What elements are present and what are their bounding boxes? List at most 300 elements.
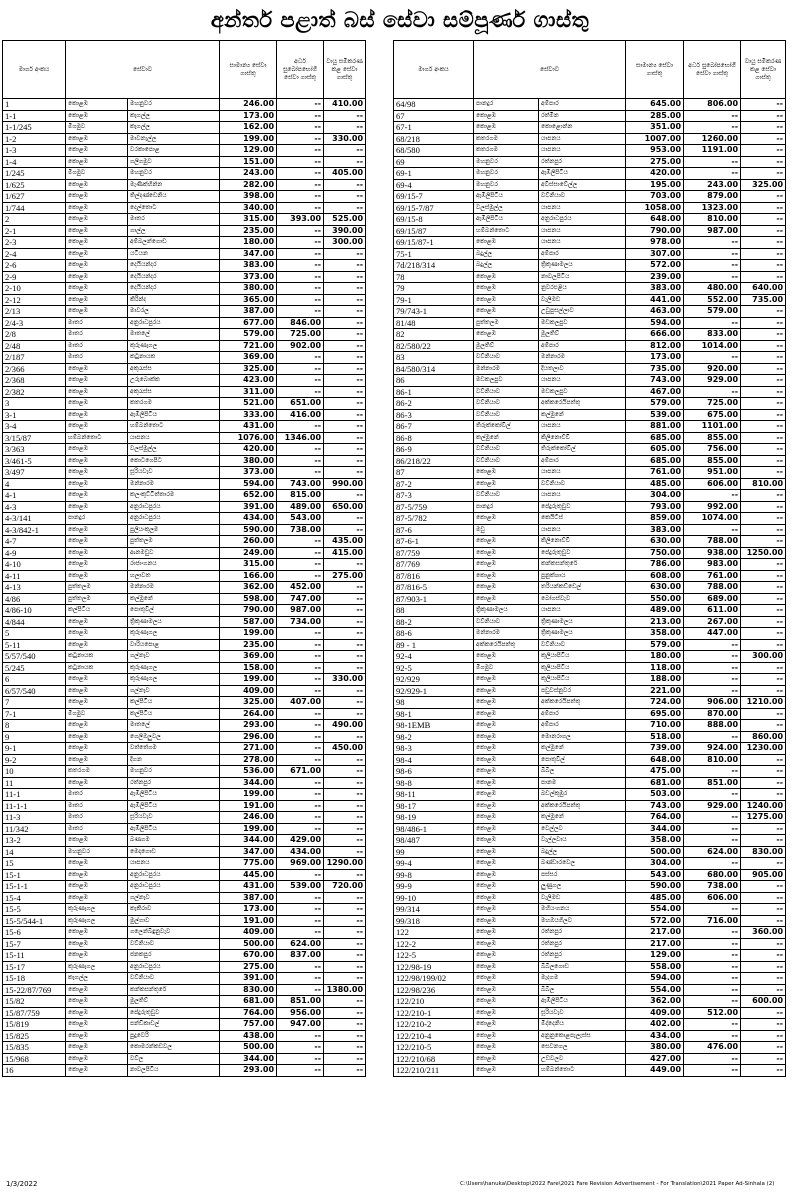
table-row xyxy=(3,271,366,283)
semi-luxury-fare-cell: -- xyxy=(277,455,324,467)
table-row xyxy=(3,467,366,479)
destination-cell: බඩල්කුඹුර xyxy=(539,789,626,801)
destination-cell: වව්ල xyxy=(128,1053,220,1065)
semi-luxury-fare-cell: 543.00 xyxy=(277,513,324,525)
fare-table-right xyxy=(393,40,786,1077)
route-no-cell: 15/825 xyxy=(3,1030,66,1042)
table-row xyxy=(3,444,366,456)
origin-cell: මාතර xyxy=(66,812,128,824)
destination-cell: ගල්නෑව xyxy=(128,651,220,663)
destination-cell: කටුනායක xyxy=(128,352,220,364)
normal-fare-cell: 1058.00 xyxy=(626,202,684,214)
ac-fare-cell: -- xyxy=(741,398,786,410)
semi-luxury-fare-cell: -- xyxy=(277,984,324,996)
ac-fare-cell: -- xyxy=(324,294,366,306)
origin-cell: තිරුක්කෝවිල් xyxy=(474,421,539,433)
origin-cell: කොළඹ xyxy=(66,1019,128,1031)
origin-cell: කොළඹ xyxy=(474,110,539,122)
ac-fare-cell: -- xyxy=(324,386,366,398)
normal-fare-cell: 275.00 xyxy=(220,961,277,973)
table-row xyxy=(3,846,366,858)
normal-fare-cell: 735.00 xyxy=(626,363,684,375)
ac-fare-cell: -- xyxy=(741,605,786,617)
destination-cell: තිරුක්කෝවිල් xyxy=(539,444,626,456)
table-row xyxy=(3,892,366,904)
table-row xyxy=(394,892,786,904)
table-row xyxy=(3,329,366,341)
semi-luxury-fare-cell: -- xyxy=(684,927,741,939)
route-no-cell: 98/487 xyxy=(394,835,474,847)
destination-cell: කන්කසන්තුරේ xyxy=(128,984,220,996)
normal-fare-cell: 652.00 xyxy=(220,490,277,502)
semi-luxury-fare-cell: 846.00 xyxy=(277,317,324,329)
semi-luxury-fare-cell: -- xyxy=(684,674,741,686)
normal-fare-cell: 199.00 xyxy=(220,823,277,835)
origin-cell: කොළඹ xyxy=(66,283,128,295)
semi-luxury-fare-cell: -- xyxy=(277,122,324,134)
origin-cell: බදුල්ල xyxy=(474,260,539,272)
destination-cell: වාරියපොළ xyxy=(128,639,220,651)
table-row xyxy=(394,685,786,697)
normal-fare-cell: 521.00 xyxy=(220,398,277,410)
route-no-cell: 8 xyxy=(3,720,66,732)
normal-fare-cell: 344.00 xyxy=(626,823,684,835)
semi-luxury-fare-cell: -- xyxy=(277,294,324,306)
normal-fare-cell: 264.00 xyxy=(220,708,277,720)
semi-luxury-fare-cell: -- xyxy=(277,823,324,835)
table-row xyxy=(394,1007,786,1019)
semi-luxury-fare-cell: 788.00 xyxy=(684,582,741,594)
destination-cell: යාපනය xyxy=(539,490,626,502)
route-no-cell: 99-8 xyxy=(394,869,474,881)
destination-cell: පඩුවස්නුවර xyxy=(539,685,626,697)
ac-fare-cell: -- xyxy=(324,708,366,720)
ac-fare-cell: -- xyxy=(741,214,786,226)
origin-cell: කොළඹ xyxy=(474,467,539,479)
semi-luxury-fare-cell: 983.00 xyxy=(684,559,741,571)
route-no-cell: 1/245 xyxy=(3,168,66,180)
normal-fare-cell: 761.00 xyxy=(626,467,684,479)
route-no-cell: 98-11 xyxy=(394,789,474,801)
table-row xyxy=(3,306,366,318)
origin-cell: කොළඹ xyxy=(474,536,539,548)
semi-luxury-fare-cell: -- xyxy=(277,1053,324,1065)
normal-fare-cell: 347.00 xyxy=(220,846,277,858)
normal-fare-cell: 703.00 xyxy=(626,191,684,203)
ac-fare-cell: -- xyxy=(324,179,366,191)
semi-luxury-fare-cell: 924.00 xyxy=(684,743,741,755)
origin-cell: කොළඹ xyxy=(66,892,128,904)
destination-cell: අනුරාධපුරය xyxy=(128,881,220,893)
semi-luxury-fare-cell: -- xyxy=(277,570,324,582)
origin-cell: කොළඹ xyxy=(474,559,539,571)
ac-fare-cell: -- xyxy=(741,1030,786,1042)
semi-luxury-fare-cell: -- xyxy=(684,248,741,260)
ac-fare-cell: -- xyxy=(741,225,786,237)
semi-luxury-fare-cell: -- xyxy=(277,444,324,456)
ac-fare-cell: -- xyxy=(324,904,366,916)
destination-cell: අම්පාර xyxy=(539,99,626,111)
ac-fare-cell: -- xyxy=(324,490,366,502)
normal-fare-cell: 721.00 xyxy=(220,340,277,352)
destination-cell: යටියන xyxy=(128,248,220,260)
semi-luxury-fare-cell: -- xyxy=(684,386,741,398)
destination-cell: කුරුණෑගල xyxy=(128,628,220,640)
table-row xyxy=(394,961,786,973)
normal-fare-cell: 249.00 xyxy=(220,547,277,559)
destination-cell: යාපනය xyxy=(539,467,626,479)
table-row xyxy=(394,340,786,352)
ac-fare-cell: -- xyxy=(741,1053,786,1065)
normal-fare-cell: 344.00 xyxy=(220,1053,277,1065)
origin-cell: කොළඹ xyxy=(66,179,128,191)
semi-luxury-fare-cell: 815.00 xyxy=(277,490,324,502)
ac-fare-cell: -- xyxy=(741,1065,786,1077)
ac-fare-cell: -- xyxy=(741,570,786,582)
table-row xyxy=(3,352,366,364)
ac-fare-cell: 275.00 xyxy=(324,570,366,582)
table-row xyxy=(394,237,786,249)
table-row xyxy=(3,720,366,732)
semi-luxury-fare-cell: 416.00 xyxy=(277,409,324,421)
destination-cell: මන්නාරම xyxy=(128,582,220,594)
table-row xyxy=(394,984,786,996)
normal-fare-cell: 118.00 xyxy=(626,662,684,674)
normal-fare-cell: 743.00 xyxy=(626,800,684,812)
semi-luxury-fare-cell: -- xyxy=(277,386,324,398)
normal-fare-cell: 445.00 xyxy=(220,869,277,881)
semi-luxury-fare-cell: -- xyxy=(277,662,324,674)
route-no-cell: 99-4 xyxy=(394,858,474,870)
table-row xyxy=(394,352,786,364)
ac-fare-cell: -- xyxy=(741,260,786,272)
destination-cell: කල්මුනේ xyxy=(539,812,626,824)
route-no-cell: 122-2 xyxy=(394,938,474,950)
ac-fare-cell: -- xyxy=(324,202,366,214)
table-row xyxy=(394,1065,786,1077)
ac-fare-cell: -- xyxy=(741,915,786,927)
route-no-cell: 69/15-7 xyxy=(394,191,474,203)
destination-cell: අක්කරෙයිපත්තු xyxy=(539,697,626,709)
normal-fare-cell: 373.00 xyxy=(220,467,277,479)
route-no-cell: 98-17 xyxy=(394,800,474,812)
ac-fare-cell: 390.00 xyxy=(324,225,366,237)
normal-fare-cell: 191.00 xyxy=(220,800,277,812)
route-no-cell: 2-9 xyxy=(3,271,66,283)
normal-fare-cell: 475.00 xyxy=(626,766,684,778)
semi-luxury-fare-cell: 452.00 xyxy=(277,582,324,594)
normal-fare-cell: 351.00 xyxy=(626,122,684,134)
table-row xyxy=(3,616,366,628)
table-row xyxy=(394,697,786,709)
ac-fare-cell: -- xyxy=(741,490,786,502)
normal-fare-cell: 391.00 xyxy=(220,501,277,513)
normal-fare-cell: 285.00 xyxy=(626,110,684,122)
table-row xyxy=(3,432,366,444)
destination-cell: ලුණුගල xyxy=(539,881,626,893)
origin-cell: කොළඹ xyxy=(474,294,539,306)
table-row xyxy=(394,99,786,111)
origin-cell: මාතර xyxy=(66,329,128,341)
ac-fare-cell: 1240.00 xyxy=(741,800,786,812)
route-no-cell: 15 xyxy=(3,858,66,870)
route-no-cell: 5 xyxy=(3,628,66,640)
destination-cell: අකුරැස්ස xyxy=(128,386,220,398)
normal-fare-cell: 449.00 xyxy=(626,1065,684,1077)
route-no-cell: 14 xyxy=(3,846,66,858)
table-row xyxy=(394,317,786,329)
ac-fare-cell: -- xyxy=(324,559,366,571)
semi-luxury-fare-cell: 393.00 xyxy=(277,214,324,226)
route-no-cell: 3/497 xyxy=(3,467,66,479)
normal-fare-cell: 881.00 xyxy=(626,421,684,433)
table-row xyxy=(394,731,786,743)
origin-cell: කොළඹ xyxy=(66,99,128,111)
semi-luxury-fare-cell: -- xyxy=(684,938,741,950)
origin-cell: පානදුර xyxy=(474,99,539,111)
route-no-cell: 2-4 xyxy=(3,248,66,260)
origin-cell: මාතර xyxy=(66,823,128,835)
origin-cell: අක්කරෙයිපත්තු xyxy=(474,639,539,651)
semi-luxury-fare-cell: -- xyxy=(684,1019,741,1031)
route-no-cell: 1 xyxy=(3,99,66,111)
origin-cell: කුරුණෑගල xyxy=(66,915,128,927)
destination-cell: ගල්නෑව xyxy=(128,685,220,697)
semi-luxury-fare-cell: 606.00 xyxy=(684,478,741,490)
normal-fare-cell: 387.00 xyxy=(220,306,277,318)
header-route-no: මාර්ග අංකය xyxy=(394,41,474,99)
semi-luxury-fare-cell: -- xyxy=(277,559,324,571)
normal-fare-cell: 710.00 xyxy=(626,720,684,732)
ac-fare-cell: -- xyxy=(741,835,786,847)
ac-fare-cell: 300.00 xyxy=(324,237,366,249)
origin-cell: කොළඹ xyxy=(66,294,128,306)
semi-luxury-fare-cell: -- xyxy=(277,777,324,789)
ac-fare-cell: -- xyxy=(324,398,366,410)
normal-fare-cell: 500.00 xyxy=(220,938,277,950)
route-no-cell: 15/82 xyxy=(3,996,66,1008)
destination-cell: ඇඹිලිපිටිය xyxy=(539,168,626,180)
table-row xyxy=(394,593,786,605)
route-no-cell: 98-8 xyxy=(394,777,474,789)
route-no-cell: 4-11 xyxy=(3,570,66,582)
origin-cell: කොළඹ xyxy=(474,973,539,985)
table-row xyxy=(3,122,366,134)
destination-cell: සූරියවැව xyxy=(539,1007,626,1019)
route-no-cell: 122-5 xyxy=(394,950,474,962)
destination-cell: කල්මුනේ xyxy=(539,743,626,755)
route-no-cell: 67 xyxy=(394,110,474,122)
origin-cell: ත්‍රිකුණාමලය xyxy=(474,605,539,617)
ac-fare-cell: -- xyxy=(741,455,786,467)
table-row xyxy=(394,1042,786,1054)
ac-fare-cell: -- xyxy=(324,1019,366,1031)
ac-fare-cell: 450.00 xyxy=(324,743,366,755)
ac-fare-cell: -- xyxy=(741,317,786,329)
route-no-cell: 5/57/540 xyxy=(3,651,66,663)
semi-luxury-fare-cell: 956.00 xyxy=(277,1007,324,1019)
ac-fare-cell: 415.00 xyxy=(324,547,366,559)
normal-fare-cell: 333.00 xyxy=(220,409,277,421)
route-no-cell: 15-11 xyxy=(3,950,66,962)
route-no-cell: 2/187 xyxy=(3,352,66,364)
ac-fare-cell: 1275.00 xyxy=(741,812,786,824)
ac-fare-cell: -- xyxy=(741,340,786,352)
semi-luxury-fare-cell: 888.00 xyxy=(684,720,741,732)
origin-cell: කටුනායක xyxy=(66,662,128,674)
semi-luxury-fare-cell: -- xyxy=(277,467,324,479)
origin-cell: කොළඹ xyxy=(66,858,128,870)
ac-fare-cell: 810.00 xyxy=(741,478,786,490)
destination-cell: වව්නියාව xyxy=(128,973,220,985)
normal-fare-cell: 151.00 xyxy=(220,156,277,168)
destination-cell: කිලිනොච්චි xyxy=(539,536,626,548)
route-no-cell: 69/15/87-1 xyxy=(394,237,474,249)
origin-cell: පානදුර xyxy=(474,501,539,513)
semi-luxury-fare-cell: 855.00 xyxy=(684,432,741,444)
semi-luxury-fare-cell: 947.00 xyxy=(277,1019,324,1031)
normal-fare-cell: 786.00 xyxy=(626,559,684,571)
normal-fare-cell: 173.00 xyxy=(220,110,277,122)
ac-fare-cell: -- xyxy=(324,996,366,1008)
normal-fare-cell: 750.00 xyxy=(626,547,684,559)
normal-fare-cell: 217.00 xyxy=(626,938,684,950)
semi-luxury-fare-cell: 743.00 xyxy=(277,478,324,490)
origin-cell: කොළඹ xyxy=(66,375,128,387)
normal-fare-cell: 467.00 xyxy=(626,386,684,398)
semi-luxury-fare-cell: 552.00 xyxy=(684,294,741,306)
destination-cell: බිබිලගොඩ xyxy=(539,961,626,973)
normal-fare-cell: 434.00 xyxy=(626,1030,684,1042)
semi-luxury-fare-cell: 476.00 xyxy=(684,1042,741,1054)
semi-luxury-fare-cell: -- xyxy=(277,363,324,375)
ac-fare-cell: -- xyxy=(324,789,366,801)
ac-fare-cell: -- xyxy=(324,352,366,364)
normal-fare-cell: 243.00 xyxy=(220,168,277,180)
origin-cell: කොළඹ xyxy=(66,145,128,157)
normal-fare-cell: 235.00 xyxy=(220,225,277,237)
table-row xyxy=(394,777,786,789)
semi-luxury-fare-cell: -- xyxy=(277,651,324,663)
origin-cell: කටුනායක xyxy=(66,651,128,663)
route-no-cell: 87/769 xyxy=(394,559,474,571)
destination-cell: හම්බන්තොට xyxy=(128,421,220,433)
destination-cell: වැල්ලවාය xyxy=(539,835,626,847)
normal-fare-cell: 463.00 xyxy=(626,306,684,318)
route-no-cell: 9 xyxy=(3,731,66,743)
origin-cell: කොළඹ xyxy=(66,754,128,766)
semi-luxury-fare-cell: 734.00 xyxy=(277,616,324,628)
destination-cell: අම්පාර xyxy=(539,340,626,352)
ac-fare-cell: -- xyxy=(741,536,786,548)
table-row xyxy=(394,800,786,812)
ac-fare-cell: -- xyxy=(741,1019,786,1031)
semi-luxury-fare-cell: 429.00 xyxy=(277,835,324,847)
ac-fare-cell: 300.00 xyxy=(741,651,786,663)
origin-cell: මඩකලපුව xyxy=(474,375,539,387)
semi-luxury-fare-cell: -- xyxy=(684,858,741,870)
destination-cell: කලංකුට්ටිත්තාරම xyxy=(128,490,220,502)
normal-fare-cell: 630.00 xyxy=(626,582,684,594)
semi-luxury-fare-cell: 810.00 xyxy=(684,754,741,766)
semi-luxury-fare-cell: -- xyxy=(277,237,324,249)
destination-cell: ත්‍රිකුණාමලය xyxy=(539,260,626,272)
normal-fare-cell: 790.00 xyxy=(626,225,684,237)
normal-fare-cell: 648.00 xyxy=(626,214,684,226)
ac-fare-cell: -- xyxy=(324,455,366,467)
origin-cell: කොළඹ xyxy=(474,789,539,801)
destination-cell: අකුරැස්ස xyxy=(128,363,220,375)
origin-cell: කොළඹ xyxy=(474,720,539,732)
semi-luxury-fare-cell: -- xyxy=(277,421,324,433)
semi-luxury-fare-cell: 725.00 xyxy=(684,398,741,410)
semi-luxury-fare-cell: 920.00 xyxy=(684,363,741,375)
origin-cell: කොළඹ xyxy=(66,214,128,226)
origin-cell: කොළඹ xyxy=(66,777,128,789)
semi-luxury-fare-cell: -- xyxy=(684,961,741,973)
origin-cell: කොළඹ xyxy=(66,628,128,640)
origin-cell: පුත්තලම xyxy=(474,317,539,329)
ac-fare-cell: -- xyxy=(741,386,786,398)
route-no-cell: 4/844 xyxy=(3,616,66,628)
normal-fare-cell: 296.00 xyxy=(220,731,277,743)
destination-cell: මුල්ගාව xyxy=(128,915,220,927)
origin-cell: කොළඹ xyxy=(66,409,128,421)
route-no-cell: 15-5/544-1 xyxy=(3,915,66,927)
route-no-cell: 122 xyxy=(394,927,474,939)
ac-fare-cell: 360.00 xyxy=(741,927,786,939)
destination-cell: පුත්තලම xyxy=(128,536,220,548)
table-row xyxy=(3,375,366,387)
table-row xyxy=(394,858,786,870)
route-no-cell: 2/8 xyxy=(3,329,66,341)
ac-fare-cell: -- xyxy=(741,881,786,893)
route-no-cell: 64/98 xyxy=(394,99,474,111)
ac-fare-cell: -- xyxy=(324,605,366,617)
normal-fare-cell: 325.00 xyxy=(220,363,277,375)
normal-fare-cell: 239.00 xyxy=(626,271,684,283)
table-row xyxy=(394,938,786,950)
table-row xyxy=(3,915,366,927)
origin-cell: කොළඹ xyxy=(474,881,539,893)
normal-fare-cell: 594.00 xyxy=(626,317,684,329)
route-no-cell: 98-2 xyxy=(394,731,474,743)
origin-cell: කොළඹ xyxy=(66,835,128,847)
normal-fare-cell: 431.00 xyxy=(220,421,277,433)
route-no-cell: 15-22/87/769 xyxy=(3,984,66,996)
table-row xyxy=(3,950,366,962)
table-row xyxy=(3,662,366,674)
origin-cell: කොළඹ xyxy=(474,1042,539,1054)
normal-fare-cell: 695.00 xyxy=(626,708,684,720)
origin-cell: මන්නාරම xyxy=(474,363,539,375)
ac-fare-cell: -- xyxy=(741,122,786,134)
route-no-cell: 15-5 xyxy=(3,904,66,916)
origin-cell: කොළඹ xyxy=(474,1065,539,1077)
semi-luxury-fare-cell: -- xyxy=(277,536,324,548)
table-row xyxy=(3,754,366,766)
origin-cell: බදුල්ල xyxy=(474,248,539,260)
destination-cell: නුවරඑළිය xyxy=(539,283,626,295)
table-row xyxy=(3,421,366,433)
origin-cell: කොළඹ xyxy=(66,363,128,375)
destination-cell: දෙයියන්දර xyxy=(128,271,220,283)
route-no-cell: 4/86-10 xyxy=(3,605,66,617)
origin-cell: කොළඹ xyxy=(66,927,128,939)
destination-cell: ඇඹිලිපිටිය xyxy=(128,823,220,835)
route-no-cell: 89 - 1 xyxy=(394,639,474,651)
ac-fare-cell: 490.00 xyxy=(324,720,366,732)
